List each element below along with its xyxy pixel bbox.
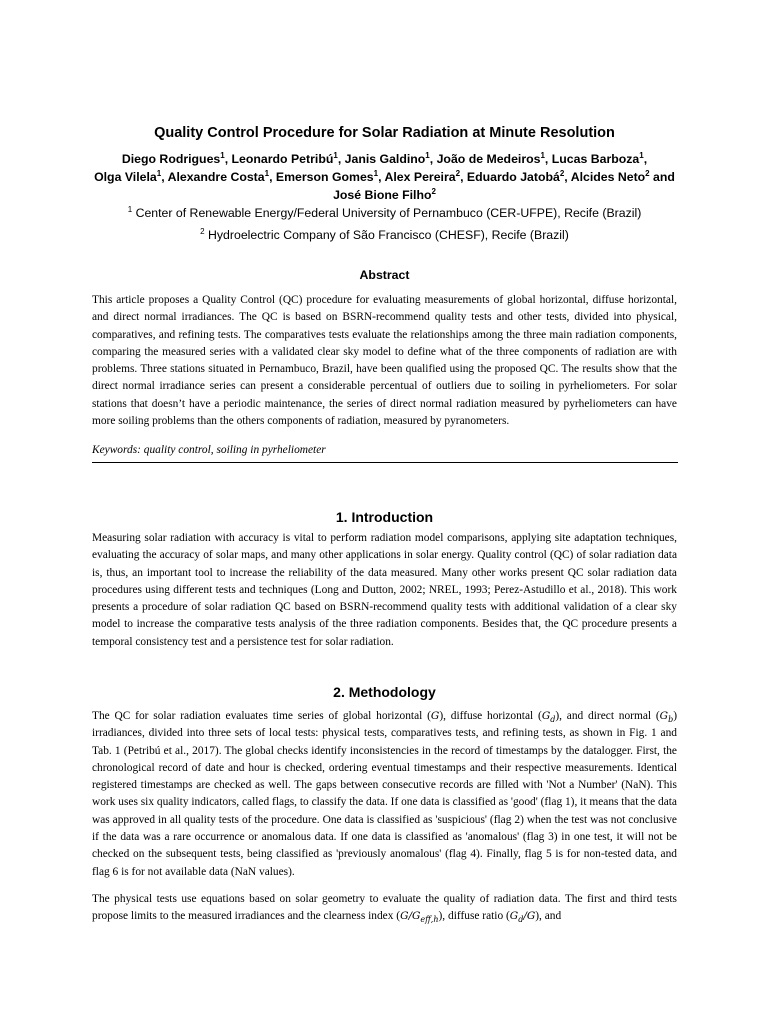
abstract-text: This article proposes a Quality Control (QC) procedure for evaluating measurements of global horizontal, diffuse horizontal, and direct normal irradiances. The QC is based on BSRN-recommend quality tests and other tests, divided into physical, comparatives, and refining tests. The comparatives tests evaluate the relationships among the three main radiation components, comparing the measured series with a validated clear sky model to define what of the three components of radiation are with problems. Three stations situated in Pernambuco, Brazil, have been qualified using the proposed QC. The results show that the direct normal irradiance series can present a considerable percentual of outliers due to soiling in pyrheliometers. For solar stations that doesn’t have a periodic maintenance, the series of direct normal radiation measured by pyrheliometers can have more soiling problems than the others components of radiation, measured by pyranometers. — [92, 294, 677, 428]
author: Lucas Barboza$^1$ — [551, 150, 644, 166]
methodology-paragraph-2: The physical tests use equations based on solar geometry to evaluate the quality of radiation data. The first and third tests propose limits to the measured irradiances and the clearness index $(G/G_{eff,h})$, diffuse ratio $(G_d/G)$, and — [92, 893, 677, 925]
methodology-paragraph-1: The QC for solar radiation evaluates time series of global horizontal (G), diffuse horizontal $(G_d)$, and direct normal $(G_b)$ irradiances, divided into three sets of local tests: physical tests, comparatives tests, and refining tests, as shown in Fig. 1 and Tab. 1 (Petribú et al., 2017). The global checks identify inconsistencies in the record of timestamps by the datalogger. First, the chronological record of date and hour is checked, ordering eventual timestamps and their respective measurements. Identical registered timestamps are checked as well. The gaps between consecutive records are filled with 'Not a Number' (NaN). This work uses six quality indicators, called flags, to classify the data. If one data is classified as 'good' (flag 1), it means that the data was approved in all quality tests of the procedure. One data is classified as 'suspicious' (flag 2) when the test was not conclusive if the data was a rare occurrence or anomalous data. If one data is classified as 'anomalous' (flag 3) in one test, it will not be checked on the subsequent tests, being classified as 'previously anomalous' (flag 4). Finally, flag 5 is for non-tested data, and flag 6 is for not available data (NaN values). — [92, 710, 677, 878]
math-symbol: $G/G_{eff,h}$ — [400, 910, 439, 925]
math-symbol: $G_b$ — [659, 710, 674, 725]
author: Leonardo Petribú$^1$ — [231, 150, 338, 166]
abstract-heading: Abstract — [359, 268, 410, 282]
author: Alex Pereira$^2$ — [384, 168, 461, 184]
author: José Bione Filho$^2$ — [333, 186, 436, 202]
author: Janis Galdino$^1$ — [344, 150, 430, 166]
section-heading-introduction: 1. Introduction — [335, 509, 434, 525]
author: João de Medeiros$^1$ — [436, 150, 545, 166]
author: Emerson Gomes$^1$ — [275, 168, 379, 184]
author: Eduardo Jatobá$^2$ — [466, 168, 565, 184]
author-list: Diego Rodrigues$^1$, Leonardo Petribú$^1$, Janis Galdino$^1$, João de Medeiros$^1$, Lucas Barboza$^1$, Olga Vilela$^1$, Alexandre Costa$^1$, Emerson Gomes$^1$, Alex Pereira$^2$, Eduardo Jatobá$^2$, Alcides Neto$^2$ and José Bione Filho$^2$ — [94, 150, 675, 202]
author: Diego Rodrigues$^1$ — [121, 150, 225, 166]
introduction-text: Measuring solar radiation with accuracy is vital to perform radiation model comparisons, applying site adaptation techniques, evaluating the accuracy of solar maps, and many other applications in solar energy. Quality control (QC) of solar radiation data is, thus, an important tool to increase the reliability of the data measured. Many other works present QC solar radiation data procedures using different tests and techniques (Long and Dutton, 2002; NREL, 1993; Perez-Astudillo et al., 2018). This work presents a procedure of solar radiation QC based on BSRN-recommend quality tests with additional validation of a clear sky model to increase the comparative tests analysis of the three radiation components. Besides that, the QC procedure presents a temporal consistency test and a persistence test for solar radiation. — [92, 532, 677, 648]
math-symbol: G — [430, 710, 440, 722]
math-symbol: $G_d$ — [541, 710, 556, 725]
author: Alcides Neto$^2$ — [570, 168, 650, 184]
author: Olga Vilela$^1$ — [94, 168, 162, 184]
paper-title: Quality Control Procedure for Solar Radiation at Minute Resolution — [154, 125, 615, 141]
author: Alexandre Costa$^1$ — [167, 168, 270, 184]
affiliation-2: $^2$ Hydroelectric Company of São Francisco (CHESF), Recife (Brazil) — [200, 226, 569, 242]
section-heading-methodology: 2. Methodology — [333, 684, 436, 700]
keywords: Keywords: quality control, soiling in pyrheliometer — [92, 444, 326, 456]
math-symbol: $G_d/G$ — [509, 910, 536, 925]
abstract-divider — [92, 462, 678, 463]
affiliation-1: $^1$ Center of Renewable Energy/Federal University of Pernambuco (CER-UFPE), Recife (Brazil) — [127, 204, 642, 220]
